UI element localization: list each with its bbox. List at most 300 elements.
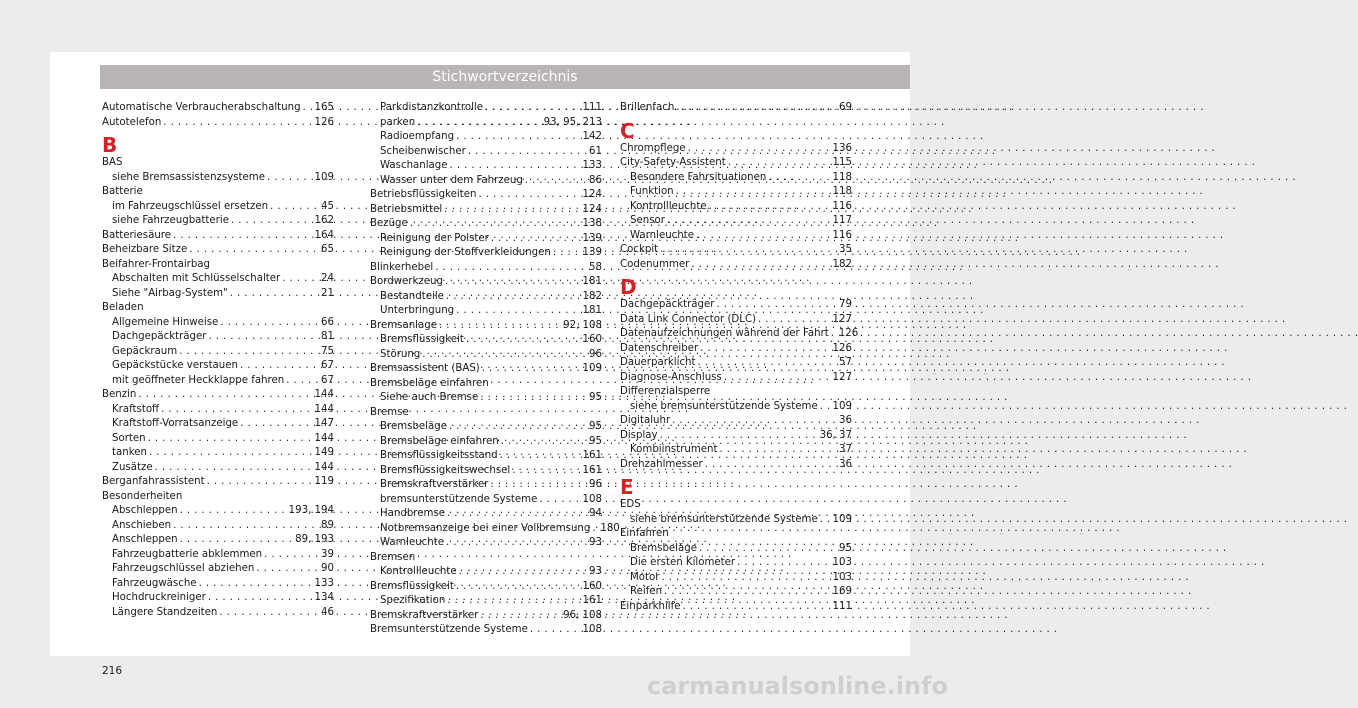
- section-letter: D: [620, 275, 637, 299]
- entry-page: 161: [582, 450, 602, 461]
- leader-dots: [691, 258, 830, 273]
- leader-dots: [500, 449, 581, 464]
- entry-page: 118: [832, 186, 852, 197]
- index-entry: [620, 556, 852, 571]
- leader-dots: [240, 359, 319, 374]
- entry-page: 193, 194: [288, 505, 334, 516]
- index-entry: [370, 304, 602, 319]
- index-entry: [370, 217, 602, 232]
- index-entry: [620, 327, 859, 342]
- index-entry: [620, 542, 852, 557]
- entry-label: Gepäckraum: [112, 345, 178, 357]
- index-entry: [102, 446, 334, 461]
- index-entry: [102, 461, 334, 476]
- entry-label: Diagnose-Anschluss: [620, 371, 722, 383]
- entry-label: parken: [380, 116, 416, 128]
- index-entry: [102, 533, 334, 548]
- index-entry: [620, 214, 852, 229]
- entry-label: Bremsflüssigkeitsstand: [380, 450, 498, 461]
- index-entry: [620, 371, 852, 386]
- index-entry: [620, 429, 852, 444]
- leader-dots: [256, 562, 319, 577]
- entry-page: 119: [314, 476, 334, 487]
- index-entry: [620, 229, 852, 244]
- entry-label: Batteriesäure: [102, 229, 172, 241]
- entry-label: BAS: [102, 157, 123, 168]
- page-number: 216: [102, 665, 123, 677]
- index-heading: [620, 498, 852, 513]
- entry-label: Benzin: [102, 389, 137, 400]
- leader-dots: [831, 327, 837, 342]
- leader-dots: [447, 594, 580, 609]
- index-entry: [370, 565, 602, 580]
- leader-dots: [180, 533, 294, 548]
- entry-label: Bremse: [370, 406, 409, 418]
- entry-page: 161: [582, 595, 602, 606]
- leader-dots: [705, 458, 837, 473]
- index-entry: [370, 362, 602, 377]
- index-entry: [370, 464, 602, 479]
- entry-label: Motor: [630, 571, 660, 583]
- index-column-1: [102, 101, 334, 620]
- index-page: [50, 52, 910, 677]
- index-entry: [102, 200, 334, 215]
- entry-page: 95: [589, 392, 602, 403]
- index-entry: [370, 290, 602, 305]
- leader-dots: [482, 362, 581, 377]
- entry-page: 96: [589, 479, 602, 490]
- index-entry: [370, 522, 620, 537]
- leader-dots: [720, 443, 838, 458]
- entry-label: Siehe auch Bremse: [380, 392, 479, 403]
- leader-dots: [553, 246, 581, 261]
- index-entry: [620, 443, 852, 458]
- entry-label: Fahrzeugschlüssel abziehen: [112, 563, 255, 574]
- entry-label: Warnleuchte: [380, 537, 445, 548]
- section-letter: E: [620, 475, 634, 499]
- entry-page: 169: [832, 586, 852, 597]
- entry-label: Differenzialsperre: [620, 386, 711, 397]
- entry-page: 57: [839, 357, 852, 368]
- entry-page: 90: [321, 563, 334, 574]
- leader-dots: [501, 435, 587, 450]
- leader-dots: [138, 388, 312, 403]
- index-heading: [620, 385, 852, 400]
- entry-page: 93, 95, 213: [543, 116, 602, 128]
- entry-label: Kontrollleuchte: [380, 566, 457, 577]
- entry-label: Berganfahrassistent: [102, 476, 205, 487]
- entry-label: Bremsunterstützende Systeme: [370, 624, 528, 635]
- index-entry: [370, 145, 602, 160]
- entry-page: 111: [582, 102, 602, 113]
- entry-label: Dachgepäckträger: [620, 299, 715, 310]
- index-entry: [620, 342, 852, 357]
- leader-dots: [270, 200, 319, 215]
- entry-page: 144: [314, 461, 334, 473]
- entry-page: 116: [832, 200, 852, 212]
- entry-label: Bremskraftverstärker: [370, 609, 479, 621]
- leader-dots: [231, 214, 313, 229]
- index-entry: [620, 414, 852, 429]
- index-entry: [620, 400, 852, 415]
- entry-label: Notbremsanzeige bei einer Vollbremsung: [380, 522, 591, 534]
- entry-label: Dauerparklicht: [620, 357, 696, 368]
- entry-page: 165: [314, 102, 334, 113]
- index-entry: [370, 449, 602, 464]
- entry-page: 111: [832, 600, 852, 612]
- leader-dots: [435, 261, 587, 276]
- entry-page: 45: [321, 200, 334, 212]
- leader-dots: [709, 200, 831, 215]
- entry-page: 89, 193: [295, 534, 334, 545]
- leader-dots: [230, 287, 319, 302]
- entry-label: Chrompflege: [620, 142, 686, 154]
- index-column-2: [370, 101, 620, 638]
- entry-page: 109: [314, 171, 334, 183]
- entry-label: Bremsbeläge einfahren: [380, 435, 499, 447]
- entry-page: 36, 37: [819, 429, 852, 441]
- leader-dots: [450, 159, 581, 174]
- entry-page: 164: [314, 229, 334, 241]
- entry-page: 95: [589, 435, 602, 447]
- leader-dots: [189, 243, 319, 258]
- index-entry: [620, 142, 852, 157]
- index-entry: [370, 319, 602, 334]
- entry-page: 127: [832, 371, 852, 383]
- entry-label: Codenummer: [620, 258, 690, 270]
- index-heading: [102, 156, 334, 171]
- entry-page: 134: [314, 592, 334, 603]
- index-heading: [102, 490, 334, 505]
- index-entry: [102, 562, 334, 577]
- leader-dots: [468, 145, 587, 160]
- leader-dots: [667, 214, 831, 229]
- entry-page: 66: [321, 316, 334, 328]
- entry-page: 182: [582, 290, 602, 302]
- entry-label: Einparkhilfe: [620, 600, 681, 612]
- entry-page: 37: [839, 444, 852, 455]
- index-entry: [620, 243, 852, 258]
- index-entry: [102, 403, 334, 418]
- entry-label: Zusätze: [112, 461, 153, 473]
- index-entry: [370, 507, 602, 522]
- entry-label: Datenschreiber: [620, 342, 699, 354]
- leader-dots: [466, 333, 581, 348]
- entry-page: 144: [314, 432, 334, 444]
- index-entry: [370, 203, 602, 218]
- leader-dots: [672, 414, 837, 429]
- leader-dots: [410, 217, 581, 232]
- leader-dots: [208, 330, 319, 345]
- leader-dots: [459, 565, 587, 580]
- index-entry: [102, 116, 334, 131]
- leader-dots: [180, 504, 287, 519]
- index-entry: [102, 229, 334, 244]
- entry-page: 103: [832, 557, 852, 568]
- index-entry: [102, 287, 334, 302]
- entry-label: Kombiinstrument: [630, 444, 718, 455]
- index-heading: [370, 406, 602, 421]
- index-entry: [102, 214, 334, 229]
- leader-dots: [696, 229, 831, 244]
- index-entry: [370, 580, 602, 595]
- entry-label: Bremsflüssigkeit: [380, 334, 464, 345]
- leader-dots: [490, 478, 587, 493]
- entry-label: Bremsanlage: [370, 319, 437, 331]
- index-entry: [620, 200, 852, 215]
- leader-dots: [163, 116, 312, 131]
- leader-dots: [282, 272, 319, 287]
- index-entry: [620, 101, 852, 116]
- index-entry: [370, 493, 602, 508]
- leader-dots: [820, 400, 831, 415]
- entry-label: Besonderheiten: [102, 490, 183, 502]
- entry-label: Bremsbeläge einfahren: [370, 377, 489, 389]
- entry-label: Radioempfang: [380, 131, 455, 142]
- entry-label: Kontrollleuchte: [630, 200, 707, 212]
- entry-page: 92, 108: [563, 319, 602, 331]
- index-entry: [102, 388, 334, 403]
- entry-label: Beifahrer-Frontairbag: [102, 258, 211, 270]
- index-entry: [370, 130, 602, 145]
- entry-label: Parkdistanzkontrolle: [380, 102, 484, 113]
- entry-page: 67: [321, 374, 334, 386]
- leader-dots: [700, 342, 830, 357]
- entry-label: Fahrzeugbatterie abklemmen: [112, 548, 263, 560]
- entry-page: 36: [839, 415, 852, 426]
- section-letter: B: [102, 133, 118, 157]
- leader-dots: [446, 290, 581, 305]
- entry-label: Scheibenwischer: [380, 145, 466, 157]
- index-entry: [102, 606, 334, 621]
- entry-label: Besondere Fahrsituationen: [630, 171, 767, 183]
- entry-label: siehe Bremsassistenzsysteme: [112, 171, 265, 183]
- leader-dots: [688, 142, 831, 157]
- entry-label: Digitaluhr: [620, 415, 671, 426]
- index-entry: [620, 185, 852, 200]
- entry-label: City-Safety-Assistent: [620, 157, 726, 168]
- entry-label: Längere Standzeiten: [112, 606, 218, 618]
- leader-dots: [449, 420, 587, 435]
- section-letter: C: [620, 118, 635, 143]
- index-entry: [620, 298, 852, 313]
- entry-page: 115: [832, 157, 852, 168]
- entry-label: im Fahrzeugschlüssel ersetzen: [112, 200, 269, 212]
- index-entry: [370, 594, 602, 609]
- entry-label: Einfahren: [620, 528, 669, 539]
- entry-page: 181: [582, 276, 602, 287]
- entry-page: 81: [321, 331, 334, 342]
- entry-label: Bezüge: [370, 218, 408, 229]
- entry-page: 93: [589, 566, 602, 577]
- entry-label: Betriebsmittel: [370, 203, 443, 215]
- entry-label: Bordwerkzeug: [370, 276, 443, 287]
- entry-label: Anschieben: [112, 519, 172, 531]
- entry-label: Betriebsflüssigkeiten: [370, 189, 477, 200]
- entry-label: Reinigung der Stoffverkleidungen: [380, 247, 551, 258]
- entry-label: Bestandteile: [380, 290, 444, 302]
- entry-page: 86: [589, 174, 602, 186]
- leader-dots: [264, 548, 319, 563]
- leader-dots: [512, 464, 580, 479]
- leader-dots: [155, 461, 313, 476]
- entry-page: 116: [832, 229, 852, 241]
- entry-page: 136: [832, 142, 852, 154]
- leader-dots: [219, 606, 319, 621]
- index-column-3: [620, 101, 859, 614]
- index-entry: [620, 171, 852, 186]
- entry-label: Reifen: [630, 586, 663, 597]
- entry-label: Kraftstoff-Vorratsanzeige: [112, 418, 239, 429]
- index-entry: [102, 359, 334, 374]
- page-title: Stichwortverzeichnis: [432, 69, 578, 85]
- leader-dots: [480, 609, 561, 624]
- index-entry: [102, 345, 334, 360]
- entry-label: Allgemeine Hinweise: [112, 316, 219, 328]
- index-entry: [370, 435, 602, 450]
- entry-label: tanken: [112, 447, 147, 458]
- index-entry: [620, 513, 852, 528]
- index-entry: [102, 519, 334, 534]
- entry-page: 126: [838, 328, 859, 339]
- entry-page: 39: [321, 548, 334, 560]
- entry-label: Waschanlage: [380, 160, 448, 171]
- index-entry: [370, 536, 602, 551]
- entry-label: siehe bremsunterstützende Systeme: [630, 400, 818, 412]
- index-entry: [370, 623, 602, 638]
- entry-page: 69: [839, 102, 852, 113]
- leader-dots: [660, 243, 837, 258]
- entry-label: Display: [620, 429, 658, 441]
- index-entry: [370, 333, 602, 348]
- entry-label: Gepäckstücke verstauen: [112, 360, 238, 371]
- entry-page: 133: [582, 160, 602, 171]
- leader-dots: [698, 356, 838, 371]
- entry-page: 144: [314, 389, 334, 400]
- entry-page: 149: [314, 447, 334, 458]
- leader-dots: [439, 319, 561, 334]
- entry-label: Beladen: [102, 302, 144, 313]
- index-entry: [620, 156, 852, 171]
- index-entry: [620, 458, 852, 473]
- entry-page: 133: [314, 577, 334, 589]
- index-heading: [102, 258, 334, 273]
- leader-dots: [661, 571, 830, 586]
- entry-label: Funktion: [630, 186, 674, 197]
- entry-page: 118: [832, 171, 852, 183]
- entry-page: 181: [582, 305, 602, 316]
- entry-label: Dachgepäckträger: [112, 331, 207, 342]
- index-entry: [370, 232, 602, 247]
- entry-label: Blinkerhebel: [370, 261, 434, 273]
- index-entry: [370, 478, 602, 493]
- entry-page: 117: [832, 215, 852, 226]
- entry-page: 160: [582, 580, 602, 592]
- entry-label: Warnleuchte: [630, 229, 695, 241]
- entry-label: Automatische Verbraucherabschaltung: [102, 102, 301, 113]
- entry-label: Störung: [380, 348, 421, 360]
- entry-page: 108: [582, 493, 602, 505]
- leader-dots: [173, 519, 319, 534]
- entry-label: Autotelefon: [102, 116, 162, 128]
- entry-page: 138: [582, 218, 602, 229]
- index-entry: [370, 348, 602, 363]
- entry-label: Bremsassistent (BAS): [370, 363, 480, 374]
- entry-page: 124: [582, 189, 602, 200]
- entry-page: 46: [321, 606, 334, 618]
- entry-label: bremsunterstützende Systeme: [380, 493, 538, 505]
- index-entry: [370, 246, 602, 261]
- index-entry: [620, 356, 852, 371]
- leader-dots: [444, 203, 580, 218]
- leader-dots: [820, 513, 831, 528]
- index-heading: [370, 377, 602, 392]
- leader-dots: [539, 493, 580, 508]
- index-entry: [620, 600, 852, 615]
- leader-dots: [267, 171, 313, 186]
- leader-dots: [422, 348, 587, 363]
- entry-label: Cockpit: [620, 244, 659, 255]
- index-entry: [370, 174, 602, 189]
- entry-label: Batterie: [102, 186, 143, 197]
- leader-dots: [417, 116, 542, 131]
- entry-page: 96, 108: [563, 609, 602, 621]
- entry-page: 127: [832, 313, 852, 325]
- leader-dots: [456, 580, 581, 595]
- leader-dots: [716, 298, 837, 313]
- index-entry: [102, 330, 334, 345]
- leader-dots: [161, 403, 312, 418]
- index-entry: [370, 261, 602, 276]
- entry-page: 139: [582, 232, 602, 244]
- entry-page: 161: [582, 464, 602, 476]
- index-entry: [102, 591, 334, 606]
- entry-page: 109: [832, 513, 852, 525]
- leader-dots: [728, 156, 831, 171]
- leader-dots: [758, 313, 831, 328]
- index-entry: [620, 585, 852, 600]
- leader-dots: [699, 542, 837, 557]
- leader-dots: [445, 275, 581, 290]
- leader-dots: [207, 475, 313, 490]
- entry-page: 89: [321, 519, 334, 531]
- index-heading: [102, 185, 334, 200]
- leader-dots: [491, 232, 581, 247]
- entry-page: 124: [582, 203, 602, 215]
- entry-page: 160: [582, 334, 602, 345]
- leader-dots: [768, 171, 830, 186]
- index-entry: [102, 171, 334, 186]
- index-entry: [102, 243, 334, 258]
- entry-label: Wasser unter dem Fahrzeug: [380, 174, 523, 186]
- leader-dots: [447, 507, 587, 522]
- entry-label: Datenaufzeichnungen während der Fahrt: [620, 328, 829, 339]
- index-entry: [102, 504, 334, 519]
- leader-dots: [525, 174, 587, 189]
- entry-page: 94: [589, 508, 602, 519]
- entry-page: 61: [589, 145, 602, 157]
- entry-page: 67: [321, 360, 334, 371]
- index-heading: [620, 527, 852, 542]
- index-heading: [102, 301, 334, 316]
- page-header: [100, 65, 910, 89]
- leader-dots: [737, 556, 830, 571]
- entry-label: Drehzahlmesser: [620, 458, 703, 470]
- index-entry: [370, 116, 602, 131]
- entry-page: 126: [314, 116, 334, 128]
- watermark: carmanualsonline.info: [646, 672, 948, 700]
- entry-label: Brillenfach: [620, 102, 675, 113]
